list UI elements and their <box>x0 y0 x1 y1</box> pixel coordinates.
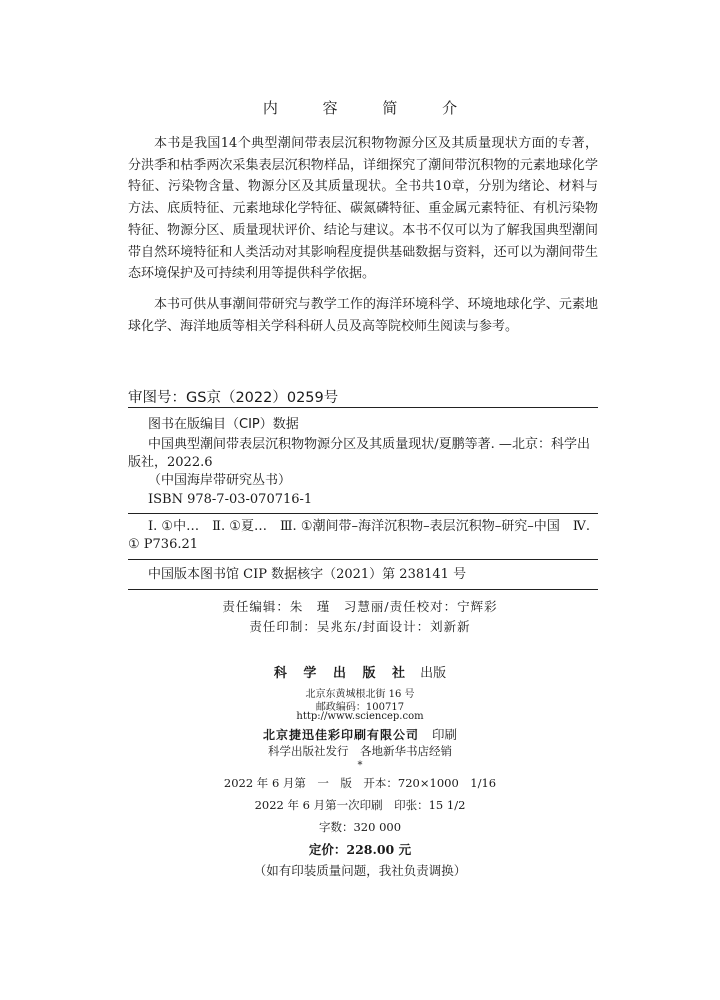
map-review-number: 审图号：GS京（2022）0259号 <box>128 390 339 406</box>
cip-mid-rule <box>128 513 598 514</box>
distribution-line: 科学出版社发行 各地新华书店经销 <box>268 744 452 758</box>
cip-bottom-rule <box>128 589 598 590</box>
edition-line: 2022 年 6 月第 一 版 开本：720×1000 1/16 <box>223 776 497 790</box>
cip-library-record: 中国版本图书馆 CIP 数据核字（2021）第 238141 号 <box>148 567 467 582</box>
credits-production: 责任印制：吴兆东/封面设计：刘新新 <box>249 619 471 634</box>
printer-name: 北京捷迅佳彩印刷有限公司 <box>262 728 419 742</box>
word-count: 字数：320 000 <box>318 820 402 834</box>
publisher-address: 北京东黄城根北街 16 号 <box>305 689 415 700</box>
publisher-suffix: 出版 <box>420 666 447 681</box>
publisher-logo: 科 学 出 版 社 <box>273 666 411 681</box>
price: 定价：228.00 元 <box>308 842 412 857</box>
cip-classification: Ⅰ. ①中… Ⅱ. ①夏… Ⅲ. ①潮间带–海洋沉积物–表层沉积物–研究–中国 Ⅳ. ① P736.21 <box>128 519 590 552</box>
separator-star: * <box>357 760 363 771</box>
intro-paragraph-2: 本书可供从事潮间带研究与教学工作的海洋环境科学、环境地球化学、元素地球化学、海洋地质等相关学科科研人员及高等院校师生阅读与参考。 <box>128 297 598 334</box>
printer-suffix: 印刷 <box>432 727 458 742</box>
cip-top-rule <box>128 407 598 408</box>
printer-line <box>0 724 720 743</box>
cip-heading: 图书在版编目（CIP）数据 <box>148 417 299 432</box>
cip-entry: 中国典型潮间带表层沉积物物源分区及其质量现状/夏鹏等著. —北京：科学出版社，2022.6 <box>128 437 590 470</box>
publisher-line <box>0 662 720 681</box>
printing-line: 2022 年 6 月第一次印刷 印张：15 1/2 <box>254 798 466 812</box>
credits-editors: 责任编辑：朱 瑾 习慧丽/责任校对：宁辉彩 <box>222 599 498 614</box>
page-title: 内 容 简 介 <box>262 99 478 117</box>
cip-series: （中国海岸带研究丛书） <box>148 473 292 488</box>
cip-lower-rule <box>128 559 598 560</box>
quality-note: （如有印装质量问题，我社负责调换） <box>253 863 467 878</box>
publisher-postcode: 邮政编码：100717 <box>315 702 405 713</box>
intro-paragraph-1: 本书是我国14个典型潮间带表层沉积物物源分区及其质量现状方面的专著，分洪季和枯季两次采集表层沉积物样品，详细探究了潮间带沉积物的元素地球化学特征、污染物含量、物源分区及其质量现状。全书共10章，分别为绪论、材料与方法、底质特征、元素地球化学特征、碳氮磷特征、重金属元素特征、有机污染物特征、物源分区、质量现状评价、结论与建议。本书不仅可以为了解我国典型潮间带自然环境特征和人类活动对其影响程度提供基础数据与资料，还可以为潮间带生态环境保护及可持续利用等提供科学依据。 <box>128 136 598 282</box>
publisher-url: http://www.sciencep.com <box>296 711 424 722</box>
cip-isbn: ISBN 978-7-03-070716-1 <box>148 492 313 507</box>
